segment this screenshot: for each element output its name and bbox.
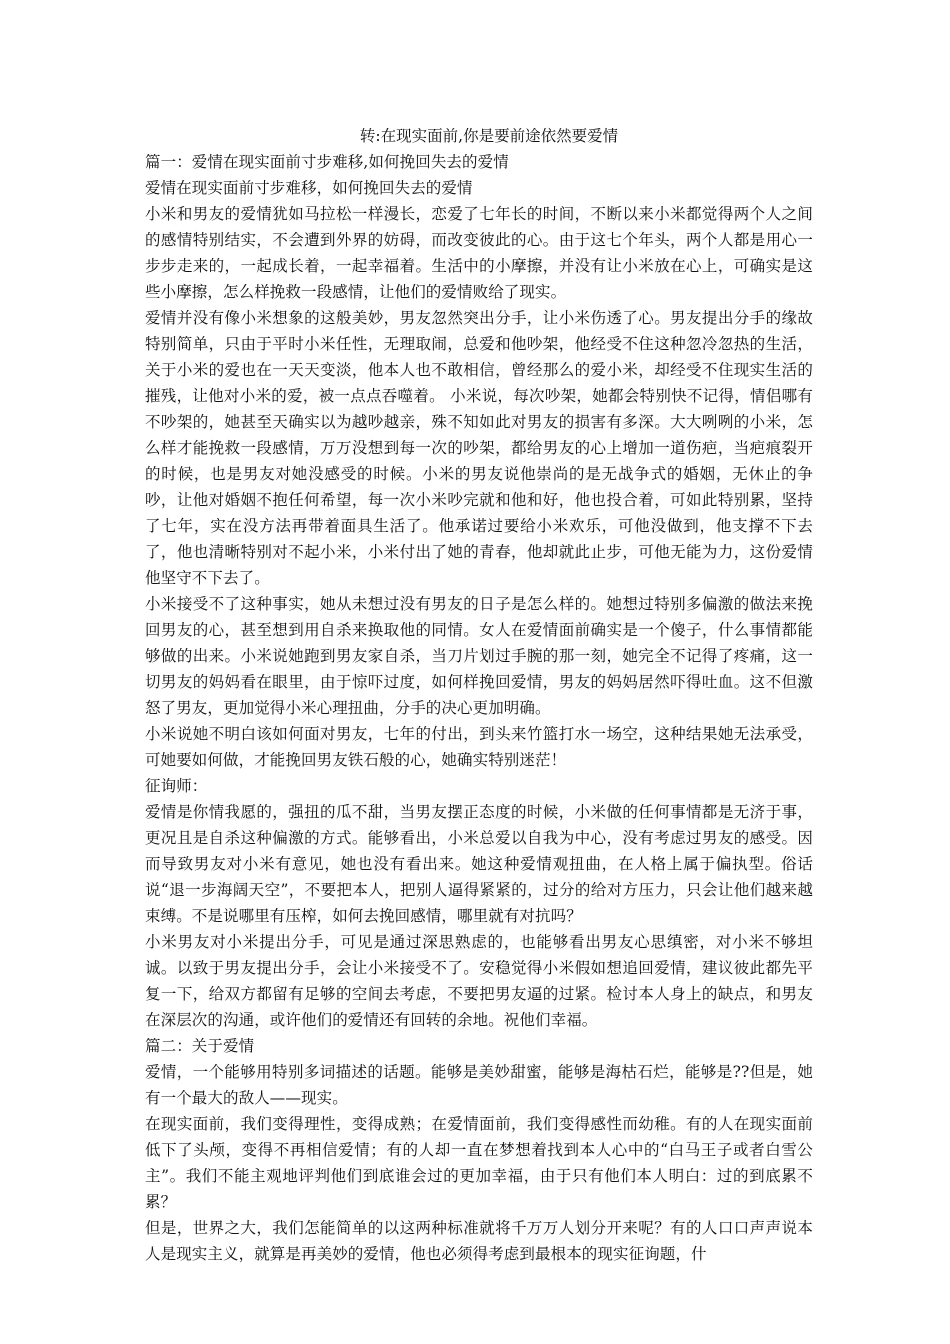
paragraph: 爱情是你情我愿的，强扭的瓜不甜，当男友摆正态度的时候，小米做的任何事情都是无济于事，更况且是自杀这种偏激的方式。能够看出，小米总爱以自我为中心，没有考虑过男友的感受。因而导致男友对小米有意见，她也没有看出来。她这种爱情观扭曲，在人格上属于偏执型。俗话说“退一步海阔天空”，不要把本人，把别人逼得紧紧的，过分的给对方压力，只会让他们越来越束缚。不是说哪里有压榨，如何去挽回感情，哪里就有对抗吗？ (145, 803, 813, 925)
paragraph: 但是，世界之大，我们怎能简单的以这两种标准就将千万万人划分开来呢？有的人口口声声说本人是现实主义，就算是再美妙的爱情，他也必须得考虑到最根本的现实征询题，什 (145, 1219, 813, 1263)
paragraph: 小米男友对小米提出分手，可见是通过深思熟虑的，也能够看出男友心思缜密，对小米不够坦诚。以致于男友提出分手，会让小米接受不了。安稳觉得小米假如想追回爱情，建议彼此都先平复一下，给双方都留有足够的空间去考虑，不要把男友逼的过紧。检讨本人身上的缺点，和男友在深层次的沟通，或许他们的爱情还有回转的余地。祝他们幸福。 (145, 933, 813, 1029)
document-title: 转:在现实面前,你是要前途依然要爱情 (359, 127, 619, 145)
paragraph: 篇一：爱情在现实面前寸步难移,如何挽回失去的爱情 (145, 153, 509, 171)
paragraph: 篇二：关于爱情 (145, 1037, 255, 1055)
document-body (145, 123, 813, 1267)
paragraph: 征询师： (145, 777, 208, 795)
paragraph: 小米说她不明白该如何面对男友，七年的付出，到头来竹篮打水一场空，这种结果她无法承受，可她要如何做，才能挽回男友铁石般的心，她确实特别迷茫！ (145, 725, 813, 769)
paragraph: 小米和男友的爱情犹如马拉松一样漫长，恋爱了七年长的时间，不断以来小米都觉得两个人之间的感情特别结实，不会遭到外界的妨碍，而改变彼此的心。由于这七个年头，两个人都是用心一步步走来的，一起成长着，一起幸福着。生活中的小摩擦，并没有让小米放在心上，可确实是这些小摩擦，怎么样挽救一段感情，让他们的爱情败给了现实。 (145, 205, 813, 301)
paragraph: 小米接受不了这种事实，她从未想过没有男友的日子是怎么样的。她想过特别多偏激的做法来挽回男友的心，甚至想到用自杀来换取他的同情。女人在爱情面前确实是一个傻子，什么事情都能够做的出来。小米说她跑到男友家自杀，当刀片划过手腕的那一刻，她完全不记得了疼痛，这一切男友的妈妈看在眼里，由于惊吓过度，如何样挽回爱情，男友的妈妈居然吓得吐血。这不但激怒了男友，更加觉得小米心理扭曲，分手的决心更加明确。 (145, 595, 813, 717)
paragraph: 爱情在现实面前寸步难移，如何挽回失去的爱情 (145, 179, 473, 197)
paragraph: 爱情并没有像小米想象的这般美妙，男友忽然突出分手，让小米伤透了心。男友提出分手的缘故特别简单，只由于平时小米任性，无理取闹，总爱和他吵架，他经受不住这种忽冷忽热的生活，关于小米的爱也在一天天变淡，他本人也不敢相信，曾经那么的爱小米，却经受不住现实生活的摧残，让他对小米的爱，被一点点吞噬着。 小米说，每次吵架，她都会特别快不记得，情侣哪有不吵架的，她甚至天确实以为越吵越亲，殊不知如此对男友的损害有多深。大大咧咧的小米，怎么样才能挽救一段感情，万万没想到每一次的吵架，都给男友的心上增加一道伤疤，当疤痕裂开的时候，也是男友对她没感受的时候。小米的男友说他崇尚的是无战争式的婚姻，无休止的争吵，让他对婚姻不抱任何希望，每一次小米吵完就和他和好，他也投合着，可如此特别累，坚持了七年，实在没方法再带着面具生活了。他承诺过要给小米欢乐，可他没做到，他支撑不下去了，他也清晰特别对不起小米，小米付出了她的青春，他却就此止步，可他无能为力，这份爱情他坚守不下去了。 (145, 309, 813, 587)
paragraph: 在现实面前，我们变得理性，变得成熟；在爱情面前，我们变得感性而幼稚。有的人在现实面前低下了头颅，变得不再相信爱情；有的人却一直在梦想着找到本人心中的“白马王子或者白雪公主”。我们不能主观地评判他们到底谁会过的更加幸福，由于只有他们本人明白：过的到底累不累？ (145, 1115, 813, 1211)
paragraph: 爱情，一个能够用特别多词描述的话题。能够是美妙甜蜜，能够是海枯石烂，能够是??但是，她有一个最大的敌人——现实。 (145, 1063, 813, 1107)
